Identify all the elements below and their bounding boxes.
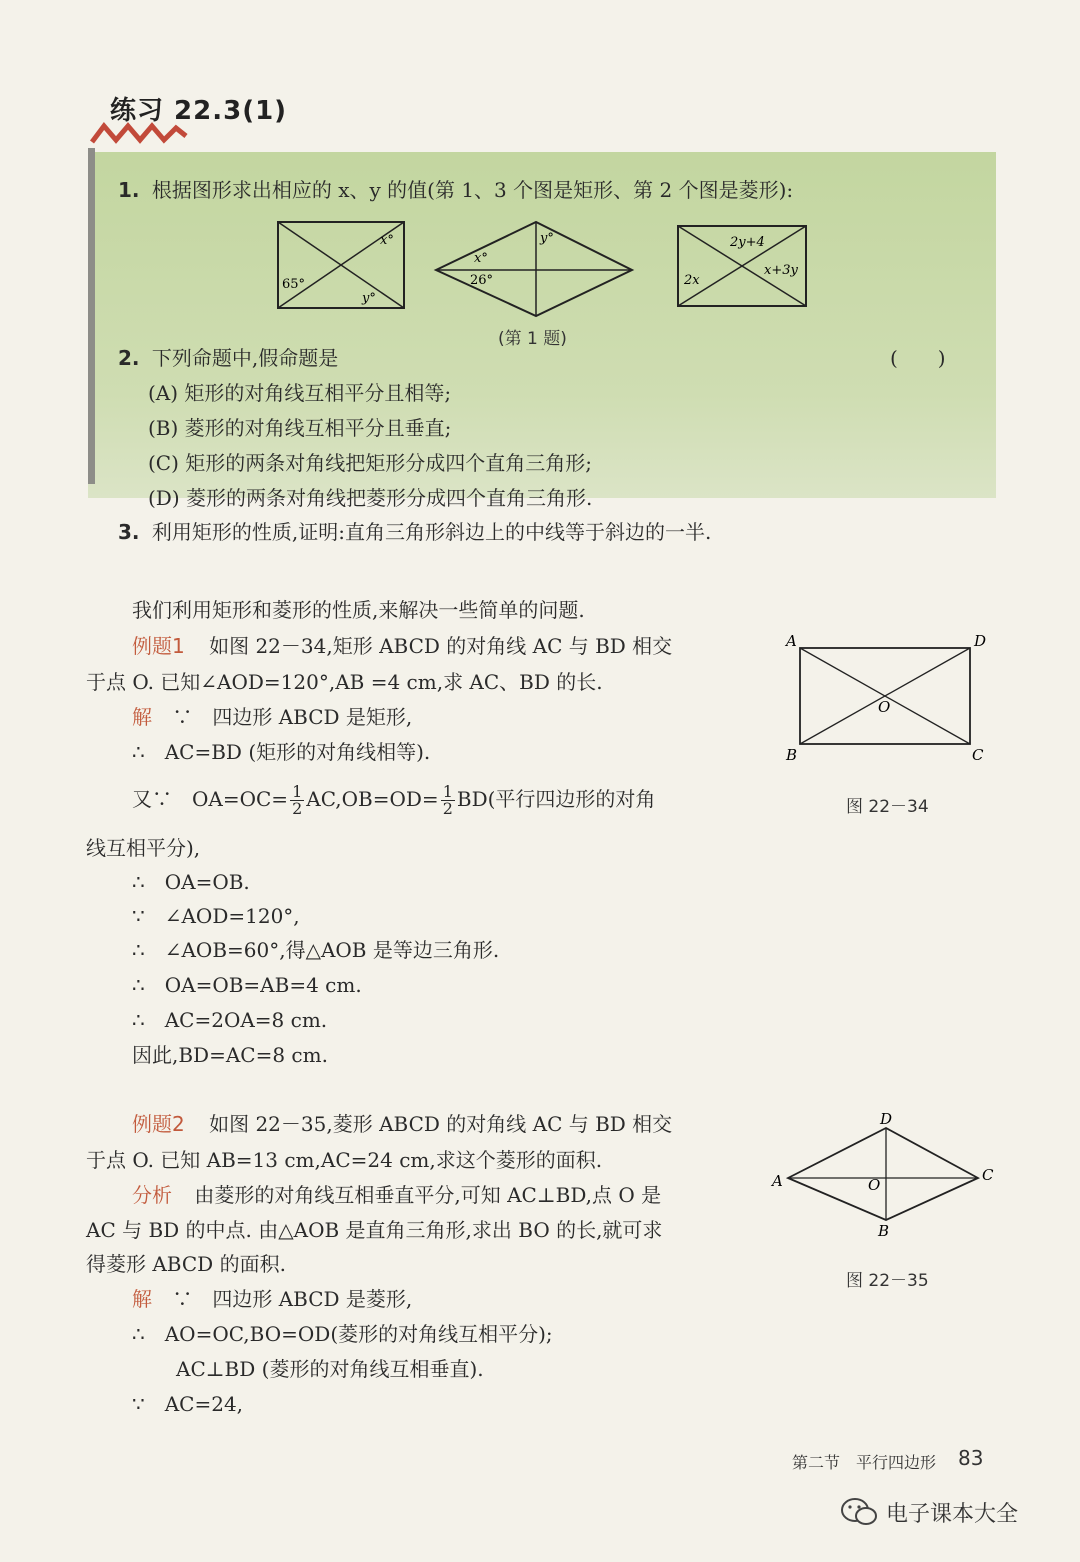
example-2-solution-3: AC⊥BD (菱形的对角线互相垂直). — [176, 1357, 484, 1381]
q2-option-c: (C) 矩形的两条对角线把矩形分成四个直角三角形; — [148, 451, 593, 475]
example-1-solution-5: ∴ OA=OB. — [132, 870, 250, 894]
fig2-label-x: x° — [474, 251, 488, 266]
figure-22-34-caption: 图 22－34 — [846, 797, 929, 817]
example-1-solution-10: 因此,BD=AC=8 cm. — [132, 1043, 328, 1067]
question-1: 1. 根据图形求出相应的 x、y 的值(第 1、3 个图是矩形、第 2 个图是菱形): — [118, 178, 794, 202]
example-1-solution-4: 线互相平分), — [86, 836, 201, 860]
fig1-label-65: 65° — [282, 277, 306, 292]
q2-option-b: (B) 菱形的对角线互相平分且垂直; — [148, 416, 452, 440]
q2-option-d: (D) 菱形的两条对角线把菱形分成四个直角三角形. — [148, 486, 593, 510]
figure-22-35-rhombus — [770, 1108, 1000, 1238]
fig1-label-y: y° — [362, 291, 376, 306]
fraction-half-2: $\frac{1}{2}$ — [442, 782, 453, 818]
fig2-label-y: y° — [540, 231, 554, 246]
fig1-label-x: x° — [380, 233, 394, 248]
example-1-solution-2: ∴ AC=BD (矩形的对角线相等). — [132, 740, 431, 764]
watermark-text: 电子课本大全 — [886, 1501, 1019, 1527]
q1-caption: (第 1 题) — [498, 329, 567, 349]
example-1-header: 例题1 如图 22－34,矩形 ABCD 的对角线 AC 与 BD 相交 — [132, 634, 673, 658]
exercise-title: 练习 22.3(1) — [110, 96, 288, 126]
example-2-analysis-1: 分析 由菱形的对角线互相垂直平分,可知 AC⊥BD,点 O 是 — [132, 1183, 662, 1207]
fig3-label-right: x+3y — [764, 263, 798, 278]
example-2-solution-4: ∵ AC=24, — [132, 1392, 244, 1416]
figure-22-35-caption: 图 22－35 — [846, 1271, 929, 1291]
example-2-solution-2: ∴ AO=OC,BO=OD(菱形的对角线互相平分); — [132, 1322, 553, 1346]
q1-figure-rectangle-3 — [672, 222, 812, 312]
example-2-analysis-2: AC 与 BD 的中点. 由△AOB 是直角三角形,求出 BO 的长,就可求 — [86, 1218, 663, 1242]
intro-text: 我们利用矩形和菱形的性质,来解决一些简单的问题. — [132, 598, 585, 622]
fig34-label-D: D — [974, 632, 987, 650]
fig35-label-B: B — [878, 1222, 890, 1238]
figure-22-34-rectangle — [780, 630, 990, 770]
example-2-header: 例题2 如图 22－35,菱形 ABCD 的对角线 AC 与 BD 相交 — [132, 1112, 673, 1136]
example-2-analysis-3: 得菱形 ABCD 的面积. — [86, 1252, 286, 1276]
fig35-label-O: O — [868, 1176, 881, 1194]
example-1-solution-1: 解 ∵ 四边形 ABCD 是矩形, — [132, 705, 413, 729]
q1-figure-rhombus — [430, 218, 640, 318]
example-2-label: 例题2 — [132, 1112, 185, 1136]
example-1-solution-9: ∴ AC=2OA=8 cm. — [132, 1008, 328, 1032]
question-2: 2. 下列命题中,假命题是 — [118, 346, 339, 370]
fig35-label-A: A — [772, 1172, 783, 1190]
example-1-solution-8: ∴ OA=OB=AB=4 cm. — [132, 973, 362, 997]
fig2-label-26: 26° — [470, 273, 494, 288]
example-1-line-2: 于点 O. 已知∠AOD=120°,AB =4 cm,求 AC、BD 的长. — [86, 670, 603, 694]
footer-page-number: 83 — [958, 1446, 984, 1470]
question-3: 3. 利用矩形的性质,证明:直角三角形斜边上的中线等于斜边的一半. — [118, 520, 712, 544]
fig3-label-top: 2y+4 — [730, 235, 765, 250]
example-1-solution-7: ∴ ∠AOB=60°,得△AOB 是等边三角形. — [132, 938, 500, 962]
watermark — [840, 1496, 1018, 1528]
q2-option-a: (A) 矩形的对角线互相平分且相等; — [148, 381, 452, 405]
q2-answer-bracket: ( ) — [890, 346, 946, 370]
example-1-solution-6: ∵ ∠AOD=120°, — [132, 904, 300, 928]
example-2-solution-1: 解 ∵ 四边形 ABCD 是菱形, — [132, 1287, 413, 1311]
example-2-line-2: 于点 O. 已知 AB=13 cm,AC=24 cm,求这个菱形的面积. — [86, 1148, 603, 1172]
fraction-half-1: $\frac{1}{2}$ — [292, 782, 303, 818]
zigzag-decoration — [90, 118, 190, 148]
fig3-label-left: 2x — [684, 273, 700, 288]
example-1-solution-3: 又∵ OA=OC= $\frac{1}{2}$ AC,OB=OD= $\frac{1}{2}$ BD(平行四边形的对角 — [132, 782, 656, 818]
example-1-label: 例题1 — [132, 634, 185, 658]
fig34-label-C: C — [972, 746, 984, 764]
footer-section-title: 第二节 平行四边形 — [792, 1453, 937, 1472]
fig35-label-C: C — [982, 1166, 994, 1184]
chat-bubble-icon — [840, 1496, 880, 1528]
q1-figure-rectangle-1 — [272, 218, 412, 314]
fig35-label-D: D — [880, 1110, 893, 1128]
fig34-label-A: A — [786, 632, 797, 650]
fig34-label-B: B — [786, 746, 798, 764]
exercise-side-bar — [88, 148, 95, 484]
fig34-label-O: O — [878, 698, 891, 716]
